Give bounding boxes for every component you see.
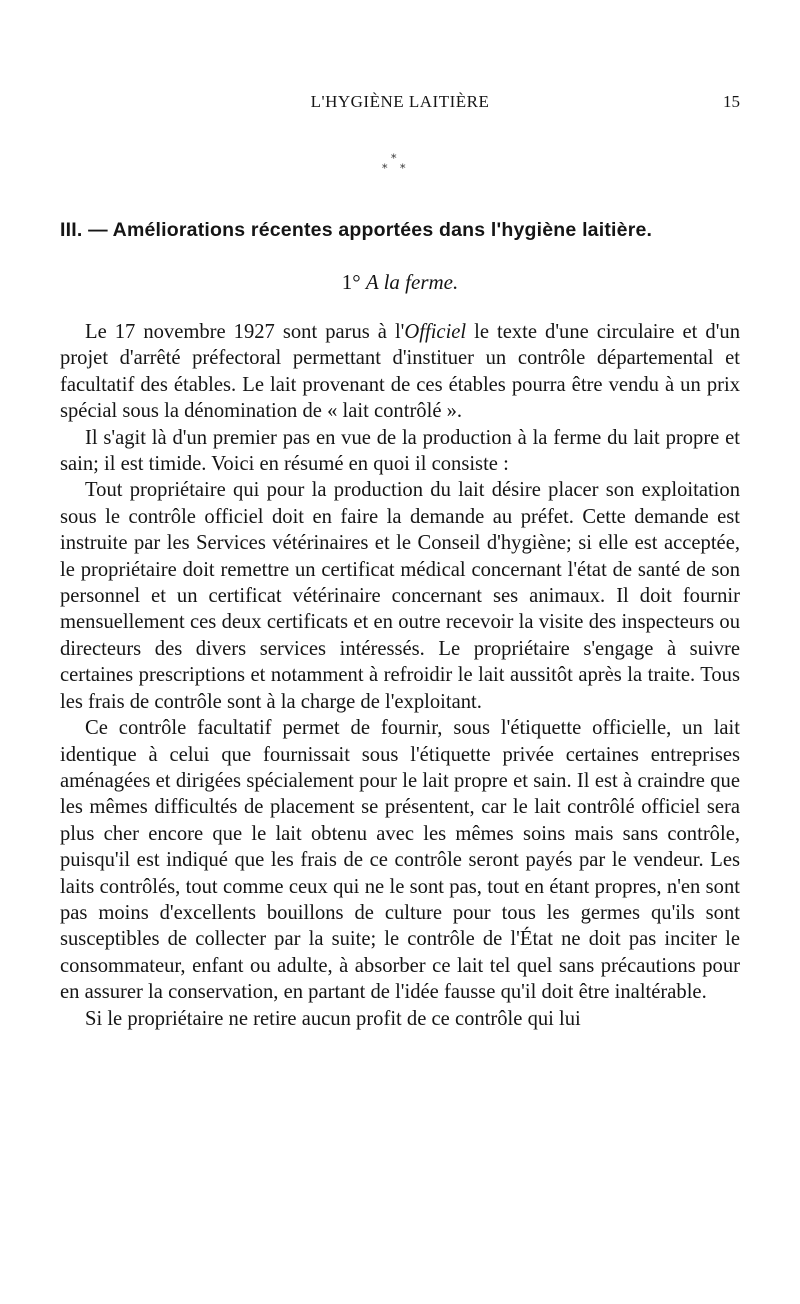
asterism-star-left: * [382,162,388,175]
journal-title-officiel: Officiel [404,321,467,343]
paragraph-1 [60,319,740,425]
paragraph-1-start: Le 17 novembre 1927 sont parus à l' [85,321,405,343]
section-heading: III. — Améliorations récentes apportées dans l'hygiène laitière. [60,219,653,241]
paragraph-4: Ce contrôle facultatif permet de fournir, sous l'étiquette officielle, un lait identique à celui que fournissait sous l'étiquette privée certaines entreprises aménagées et dirigées spécialement pour le lait propre et sain. Il est à craindre que les mêmes difficultés de placement se présentent, car le lait contrôlé officiel sera plus cher encore que le lait obtenu avec les mêmes soins mais sans contrôle, puisqu'il est indiqué que les frais de ce contrôle seront payés par le vendeur. Les laits contrôlés, tout comme ceux qui ne le sont pas, tout en étant propres, n'en sont pas moins d'excellents bouillons de culture pour tous les germes qu'ils sont susceptibles de collecter par la suite; le contrôle de l'État ne doit pas inciter le consommateur, enfant ou adulte, à absorber ce lait tel quel sans précautions pour en assurer la conservation, en partant de l'idée fausse qu'il doit être inaltérable. [60,717,740,1004]
body-text [60,319,740,1032]
paragraph-5: Si le propriétaire ne retire aucun profit de ce contrôle qui lui [85,1007,581,1030]
asterism-star-right: * [400,162,406,175]
asterism-star-top: * [391,152,397,165]
asterism-ornament [370,152,420,182]
subsection-heading [60,270,740,295]
subsection-number: 1° [341,270,361,294]
paragraph-3: Tout propriétaire qui pour la production du lait désire placer son exploitation sous le contrôle officiel doit en faire la demande au préfet. Cette demande est instruite par les Services vétérinaires et le Conseil d'hygiène; si elle est acceptée, le propriétaire doit remettre un certificat médical concernant l'état de santé de son personnel et un certificat vétérinaire concernant ses animaux. Il doit fournir mensuellement ces deux certificats et en outre recevoir la visite des inspecteurs ou directeurs des divers services intéressés. Le propriétaire s'engage à suivre certaines prescriptions et notamment à refroidir le lait aussitôt après la traite. Tous les frais de contrôle sont à la charge de l'exploitant. [60,479,740,713]
running-header [60,92,740,116]
running-title: L'HYGIÈNE LAITIÈRE [310,92,490,111]
paragraph-1-rest: le texte d'une circulaire et d'un projet d'arrêté préfectoral permettant d'instituer un contrôle départemental et facultatif des étables. Le lait provenant de ces étables pourra être vendu à un prix spécial sous la dénomination de « lait contrôlé ». [60,321,741,423]
subsection-title: A la ferme. [365,270,459,294]
paragraph-2: Il s'agit là d'un premier pas en vue de la production à la ferme du lait propre et sain; il est timide. Voici en résumé en quoi il consiste : [60,426,740,476]
page-number: 15 [723,92,740,111]
